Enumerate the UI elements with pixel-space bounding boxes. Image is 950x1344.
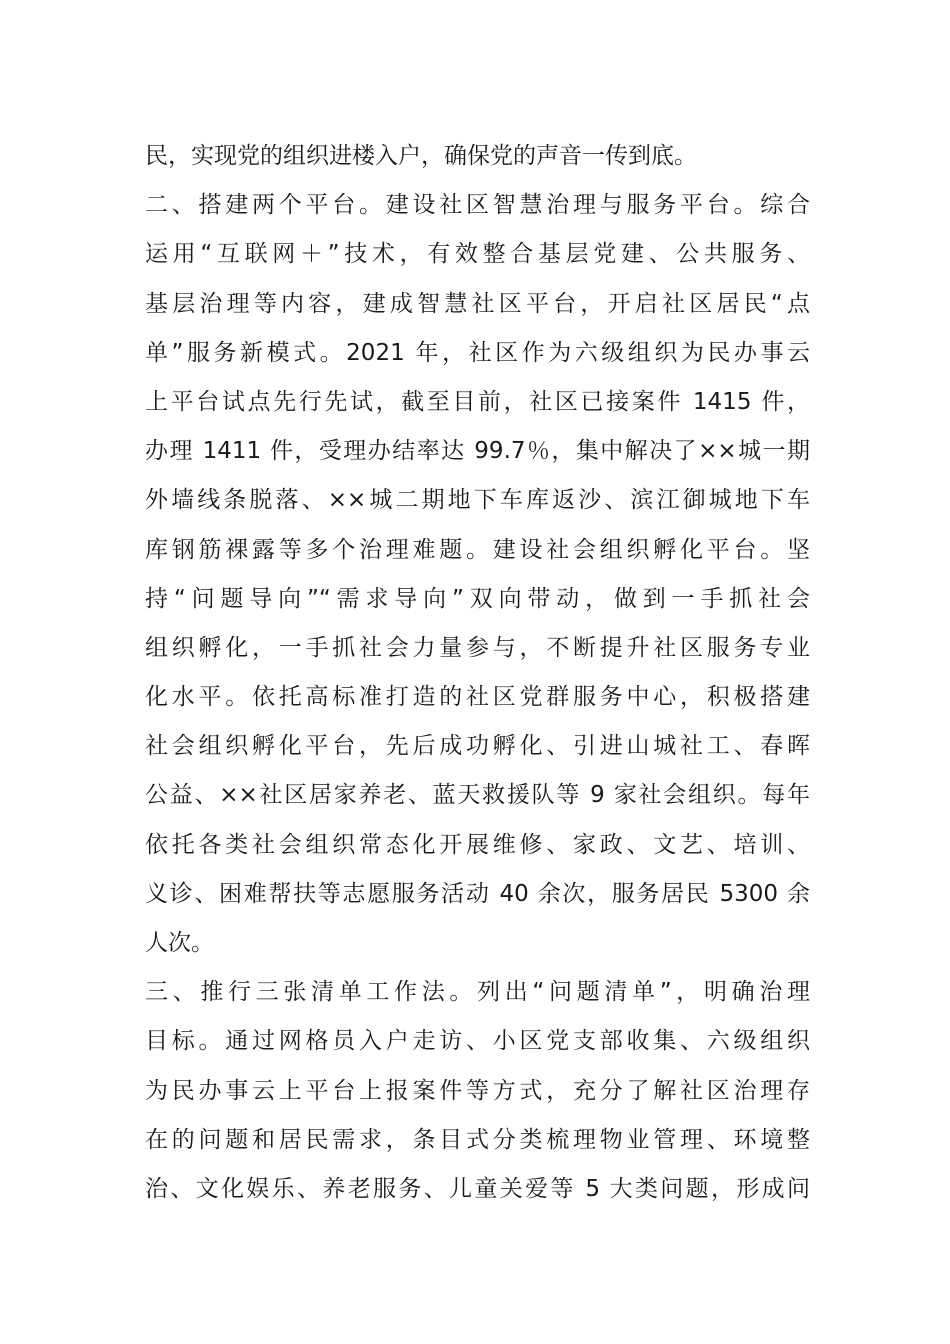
text-line: 组织孵化，一手抓社会力量参与，不断提升社区服务专业 xyxy=(145,634,810,661)
text-line: 三、推行三张清单工作法。列出“问题清单”，明确治理 xyxy=(145,979,810,1006)
text-line: 在的问题和居民需求，条目式分类梳理物业管理、环境整 xyxy=(145,1126,810,1153)
text-line: 外墙线条脱落、××城二期地下车库返沙、滨江御城地下车 xyxy=(145,487,810,514)
text-line: 运用“互联网＋”技术，有效整合基层党建、公共服务、 xyxy=(145,241,810,268)
text-line: 治、文化娱乐、养老服务、儿童关爱等 5 大类问题，形成问 xyxy=(145,1175,810,1202)
text-line: 民，实现党的组织进楼入户，确保党的声音一传到底。 xyxy=(145,143,697,169)
text-line: 办理 1411 件，受理办结率达 99.7％，集中解决了××城一期 xyxy=(145,438,810,465)
text-line: 库钢筋裸露等多个治理难题。建设社会组织孵化平台。坚 xyxy=(145,536,810,563)
text-line: 社会组织孵化平台，先后成功孵化、引进山城社工、春晖 xyxy=(145,733,810,760)
text-line: 单”服务新模式。2021 年，社区作为六级组织为民办事云 xyxy=(145,339,810,366)
text-line: 持“问题导向”“需求导向”双向带动，做到一手抓社会 xyxy=(145,585,810,612)
text-line: 上平台试点先行先试，截至目前，社区已接案件 1415 件， xyxy=(145,388,810,415)
text-line: 义诊、困难帮扶等志愿服务活动 40 余次，服务居民 5300 余 xyxy=(145,880,810,907)
text-line: 人次。 xyxy=(145,930,214,956)
text-line: 公益、××社区居家养老、蓝天救援队等 9 家社会组织。每年 xyxy=(145,782,810,809)
text-line: 目标。通过网格员入户走访、小区党支部收集、六级组织 xyxy=(145,1028,810,1055)
text-line: 依托各类社会组织常态化开展维修、家政、文艺、培训、 xyxy=(145,831,810,858)
text-line: 二、搭建两个平台。建设社区智慧治理与服务平台。综合 xyxy=(145,192,810,219)
text-line: 为民办事云上平台上报案件等方式，充分了解社区治理存 xyxy=(145,1077,810,1104)
text-line: 基层治理等内容，建成智慧社区平台，开启社区居民“点 xyxy=(145,290,810,317)
text-line: 化水平。依托高标准打造的社区党群服务中心，积极搭建 xyxy=(145,684,810,711)
body-text xyxy=(145,132,810,1214)
